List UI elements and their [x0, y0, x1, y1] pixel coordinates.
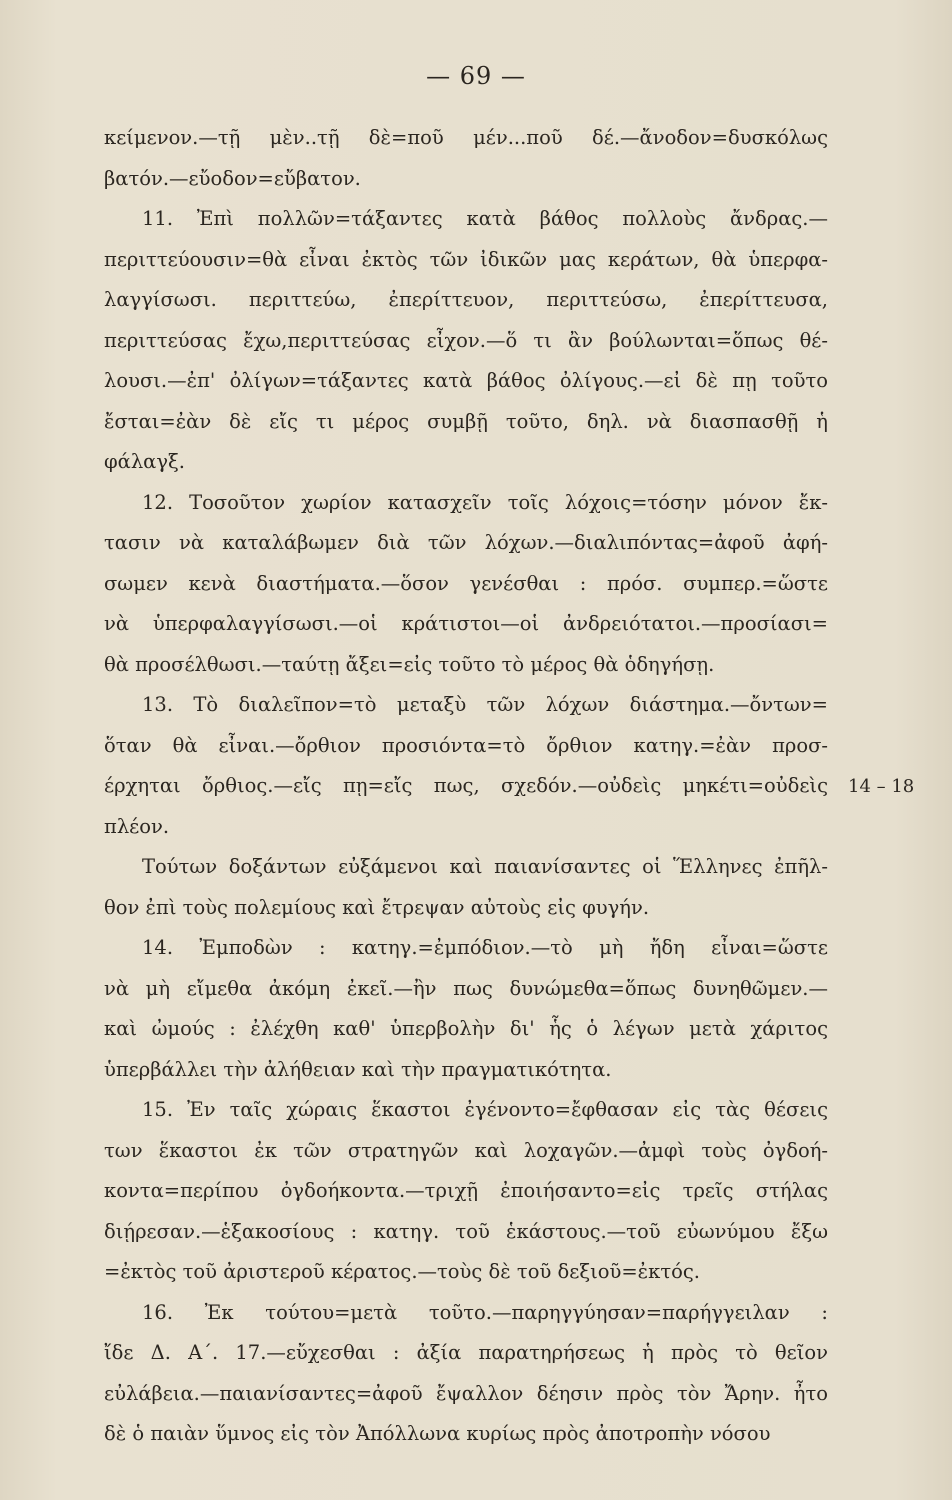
- text-line: 12. Τοσοῦτον χωρίον κατασχεῖν τοῖς λόχοις=τόσην μόνον ἔκ-: [142, 490, 828, 514]
- text-line: περιττεύσας ἔχω,περιττεύσας εἶχον.—ὅ τι ἂν βούλωνται=ὅπως θέ-: [104, 328, 828, 352]
- commentary-text: [104, 118, 828, 1455]
- text-line: θὰ προσέλθωσι.—ταύτῃ ἄξει=εἰς τοῦτο τὸ μέρος θὰ ὁδηγήσῃ.: [104, 652, 715, 676]
- text-line: των ἕκαστοι ἐκ τῶν στρατηγῶν καὶ λοχαγῶν.—ἀμφὶ τοὺς ὀγδοή-: [104, 1138, 828, 1162]
- text-line: νὰ ὑπερφαλαγγίσωσι.—οἱ κράτιστοι—οἱ ἀνδρειότατοι.—προσίασι=: [104, 612, 828, 635]
- text-line: σωμεν κενὰ διαστήματα.—ὅσον γενέσθαι : πρόσ. συμπερ.=ὥστε: [104, 571, 828, 595]
- text-line: θον ἐπὶ τοὺς πολεμίους καὶ ἔτρεψαν αὐτοὺς εἰς φυγήν.: [104, 895, 650, 919]
- text-line: φάλαγξ.: [104, 450, 185, 473]
- text-line: εὐλάβεια.—παιανίσαντες=ἀφοῦ ἔψαλλον δέησιν πρὸς τὸν Ἄρην. ἦτο: [104, 1381, 828, 1405]
- text-line: ὑπερβάλλει τὴν ἀλήθειαν καὶ τὴν πραγματικότητα.: [104, 1057, 612, 1081]
- text-line: Τούτων δοξάντων εὐξάμενοι καὶ παιανίσαντες οἱ Ἕλληνες ἐπῆλ-: [142, 855, 828, 878]
- text-line: τασιν νὰ καταλάβωμεν διὰ τῶν λόχων.—διαλιπόντας=ἀφοῦ ἀφή-: [104, 531, 828, 554]
- text-line: νὰ μὴ εἴμεθα ἀκόμη ἐκεῖ.—ἢν πως δυνώμεθα=ὅπως δυνηθῶμεν.—: [104, 976, 828, 1000]
- text-line: βατόν.—εὔοδον=εὔβατον.: [104, 166, 361, 190]
- text-line: λουσι.—ἐπ' ὀλίγων=τάξαντες κατὰ βάθος ὀλίγους.—εἰ δὲ πῃ τοῦτο: [104, 369, 828, 392]
- text-line: έρχηται ὄρθιος.—εἴς πῃ=εἴς πως, σχεδόν.—οὐδεὶς μηκέτι=οὐδεὶς: [104, 774, 828, 797]
- text-line: λαγγίσωσι. περιττεύω, ἐπερίττευον, περιττεύσω, ἐπερίττευσα,: [104, 288, 828, 311]
- text-line: καὶ ὠμούς : ἐλέχθη καθ' ὑπερβολὴν δι' ἧς ὁ λέγων μετὰ χάριτος: [104, 1017, 828, 1040]
- text-line: κοντα=περίπου ὀγδοήκοντα.—τριχῇ ἐποιήσαντο=εἰς τρεῖς στήλας: [104, 1179, 828, 1202]
- text-line: πλέον.: [104, 814, 170, 838]
- text-line: ὅταν θὰ εἶναι.—ὄρθιον προσιόντα=τὸ ὄρθιον κατηγ.=ἐὰν προσ-: [104, 733, 828, 757]
- text-line: διῄρεσαν.—ἑξακοσίους : κατηγ. τοῦ ἑκάστους.—τοῦ εὐωνύμου ἔξω: [104, 1219, 828, 1243]
- text-line: ἴδε Δ. Α΄. 17.—εὔχεσθαι : ἀξία παρατηρήσεως ἡ πρὸς τὸ θεῖον: [104, 1341, 828, 1364]
- text-line: 15. Ἐν ταῖς χώραις ἕκαστοι ἐγένοντο=ἔφθασαν εἰς τὰς θέσεις: [142, 1098, 828, 1121]
- text-line: =ἐκτὸς τοῦ ἀριστεροῦ κέρατος.—τοὺς δὲ τοῦ δεξιοῦ=ἐκτός.: [104, 1260, 700, 1283]
- text-line: κείμενον.—τῇ μὲν..τῇ δὲ=ποῦ μέν...ποῦ δέ.—ἄνοδον=δυσκόλως: [104, 126, 828, 149]
- margin-line-reference: 14 – 18: [848, 776, 915, 797]
- text-line: 11. Ἐπὶ πολλῶν=τάξαντες κατὰ βάθος πολλοὺς ἄνδρας.—: [142, 207, 828, 230]
- page-number: — 69 —: [426, 62, 526, 90]
- text-line: 14. Ἐμποδὼν : κατηγ.=ἐμπόδιον.—τὸ μὴ ἤδη εἶναι=ὥστε: [142, 936, 828, 959]
- text-line: ἔσται=ἐὰν δὲ εἴς τι μέρος συμβῇ τοῦτο, δηλ. νὰ διασπασθῇ ἡ: [104, 409, 828, 433]
- text-line: δὲ ὁ παιὰν ὕμνος εἰς τὸν Ἀπόλλωνα κυρίως πρὸς ἀποτροπὴν νόσου: [104, 1422, 771, 1445]
- text-line: 16. Ἐκ τούτου=μετὰ τοῦτο.—παρηγγύησαν=παρήγγειλαν :: [142, 1300, 828, 1324]
- text-line: περιττεύουσιν=θὰ εἶναι ἐκτὸς τῶν ἰδικῶν μας κεράτων, θὰ ὑπερφα-: [104, 247, 828, 271]
- text-line: 13. Τὸ διαλεῖπον=τὸ μεταξὺ τῶν λόχων διάστημα.—ὄντων=: [142, 693, 828, 716]
